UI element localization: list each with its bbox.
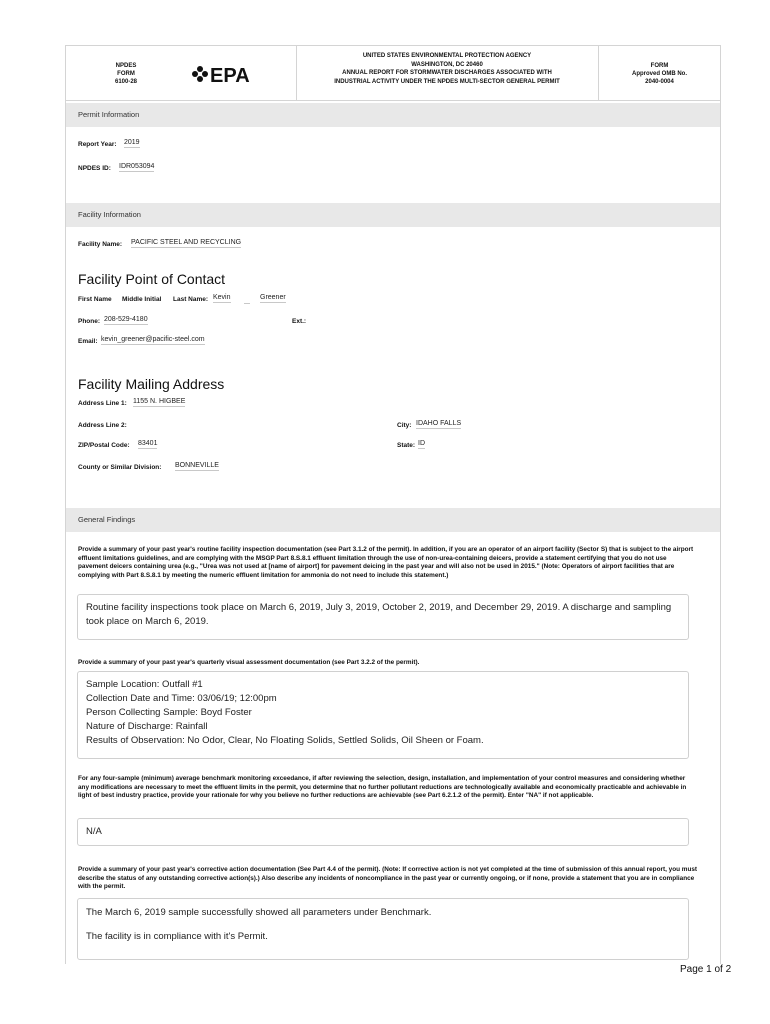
agency-line: UNITED STATES ENVIRONMENTAL PROTECTION AGENCY	[362, 53, 532, 59]
epa-logo	[190, 62, 260, 86]
first-name-label: First Name	[78, 296, 112, 303]
answer-text: N/A	[86, 826, 102, 837]
zip-field[interactable]: 83401	[138, 440, 158, 447]
contact-heading: Facility Point of Contact	[78, 271, 226, 287]
agency-title-block	[296, 52, 598, 86]
county-field[interactable]: BONNEVILLE	[175, 462, 219, 469]
epa-flower-icon	[192, 66, 208, 82]
question-corrective-action: Provide a summary of your past year's corrective action documentation (See Part 4.4 of the permit). (Note: If corrective action is not yet completed at the time of submission of this annual report, you must describe the status of any outstanding corrective action(s).) Also describe any incidents of noncompliance in the past year or currently ongoing, or if none, provide a statement that you are in compliance with the permit.	[78, 866, 698, 890]
answer-line: Sample Location: Outfall #1	[86, 679, 203, 690]
agency-line: INDUSTRIAL ACTIVITY UNDER THE NPDES MULTI-SECTOR GENERAL PERMIT	[334, 78, 560, 85]
last-name-field[interactable]: Greener	[260, 294, 286, 301]
ext-label: Ext.:	[292, 318, 307, 325]
answer-line: The facility is in compliance with it's Permit.	[86, 931, 268, 942]
first-name-field[interactable]: Kevin	[213, 294, 231, 301]
form-id-line: 6100-28	[114, 79, 138, 85]
facility-name-label: Facility Name:	[78, 241, 123, 248]
npdes-id-label: NPDES ID:	[78, 165, 111, 172]
report-year-label: Report Year:	[78, 141, 117, 148]
answer-line: Nature of Discharge: Rainfall	[86, 721, 208, 732]
form-id-line: NPDES	[115, 63, 137, 69]
last-name-label: Last Name:	[173, 296, 209, 303]
state-field[interactable]: ID	[418, 440, 425, 447]
report-year-field[interactable]: 2019	[124, 139, 140, 146]
email-field[interactable]: kevin_greener@pacific-steel.com	[101, 336, 205, 343]
facility-section-header: Facility Information	[66, 203, 720, 227]
address1-field[interactable]: 1155 N. HIGBEE	[133, 398, 186, 405]
mailing-heading: Facility Mailing Address	[78, 376, 225, 392]
agency-line: ANNUAL REPORT FOR STORMWATER DISCHARGES ASSOCIATED WITH	[342, 70, 552, 76]
omb-line: Approved OMB No.	[632, 71, 687, 77]
middle-initial-field[interactable]	[244, 303, 250, 304]
answer-line: Collection Date and Time: 03/06/19; 12:00pm	[86, 693, 277, 704]
answer-inspection[interactable]	[77, 594, 689, 640]
page-number: Page 1 of 2	[680, 964, 732, 975]
phone-field[interactable]: 208-529-4180	[104, 316, 148, 323]
omb-block	[598, 46, 720, 100]
question-visual-assessment: Provide a summary of your past year's quarterly visual assessment documentation (see Part 3.2.2 of the permit).	[78, 659, 420, 666]
middle-initial-label: Middle Initial	[122, 296, 162, 303]
state-label: State:	[397, 442, 416, 449]
omb-line: FORM	[650, 63, 669, 69]
answer-line: Person Collecting Sample: Boyd Foster	[86, 707, 252, 718]
answer-line: Results of Observation: No Odor, Clear, No Floating Solids, Settled Solids, Oil Sheen or Foam.	[86, 735, 484, 746]
question-inspection: Provide a summary of your past year's routine facility inspection documentation (see Part 3.1.2 of the permit). In addition, if you are an operator of an airport facility (Sector S) that is subject to the airport effluent limitations guidelines, and are complying with the MSGP Part 8.S.8.1 effluent limitation through the use of non-urea-containing deicers, provide a statement certifying that you do not use pavement deicers containing urea (e.g., "Urea was not used at [name of airport] for pavement deicing in the past year and will also not be used in 2015." (Note: Operators of airport facilities that are complying with Part 8.S.8.1 by meeting the numeric effluent limitation for ammonia do not need to include this statement.)	[78, 546, 694, 579]
form-header	[66, 46, 720, 101]
form-id-line: FORM	[117, 71, 135, 77]
permit-section-header: Permit Information	[66, 103, 720, 127]
findings-section-header: General Findings	[66, 508, 720, 532]
phone-label: Phone:	[78, 318, 101, 325]
address2-label: Address Line 2:	[78, 422, 127, 429]
question-benchmark: For any four-sample (minimum) average benchmark monitoring exceedance, if after reviewing the selection, design, installation, and implementation of your control measures and considering whether any modifications are necessary to meet the effluent limits in the permit, you determine that no further pollutant reductions are technologically available and economically practicable and achievable in light of best industry practice, provide your rationale for why you believe no further reductions are achievable (see Part 6.2.1.2 of the permit). Enter "NA" if not applicable.	[78, 775, 687, 799]
answer-visual-assessment[interactable]	[77, 671, 689, 759]
npdes-id-field[interactable]: IDR053094	[119, 163, 155, 170]
answer-corrective-action[interactable]	[77, 898, 689, 960]
answer-line: The March 6, 2019 sample successfully showed all parameters under Benchmark.	[86, 907, 432, 918]
address1-label: Address Line 1:	[78, 400, 127, 407]
facility-name-field[interactable]: PACIFIC STEEL AND RECYCLING	[131, 239, 242, 246]
omb-line: 2040-0004	[645, 79, 674, 85]
city-label: City:	[397, 422, 412, 429]
city-field[interactable]: IDAHO FALLS	[416, 420, 462, 427]
answer-text: Routine facility inspections took place on March 6, 2019, July 3, 2019, October 2, 2019, and December 29, 2019. A discharge and sampling took place on March 6, 2019.	[86, 602, 672, 627]
zip-label: ZIP/Postal Code:	[78, 442, 130, 449]
logo-text: EPA	[210, 65, 250, 86]
answer-benchmark[interactable]	[77, 818, 689, 846]
county-label: County or Similar Division:	[78, 464, 162, 471]
email-label: Email:	[78, 338, 98, 345]
agency-line: WASHINGTON, DC 20460	[411, 61, 483, 68]
form-id-block	[66, 46, 186, 100]
form-page	[65, 45, 721, 964]
